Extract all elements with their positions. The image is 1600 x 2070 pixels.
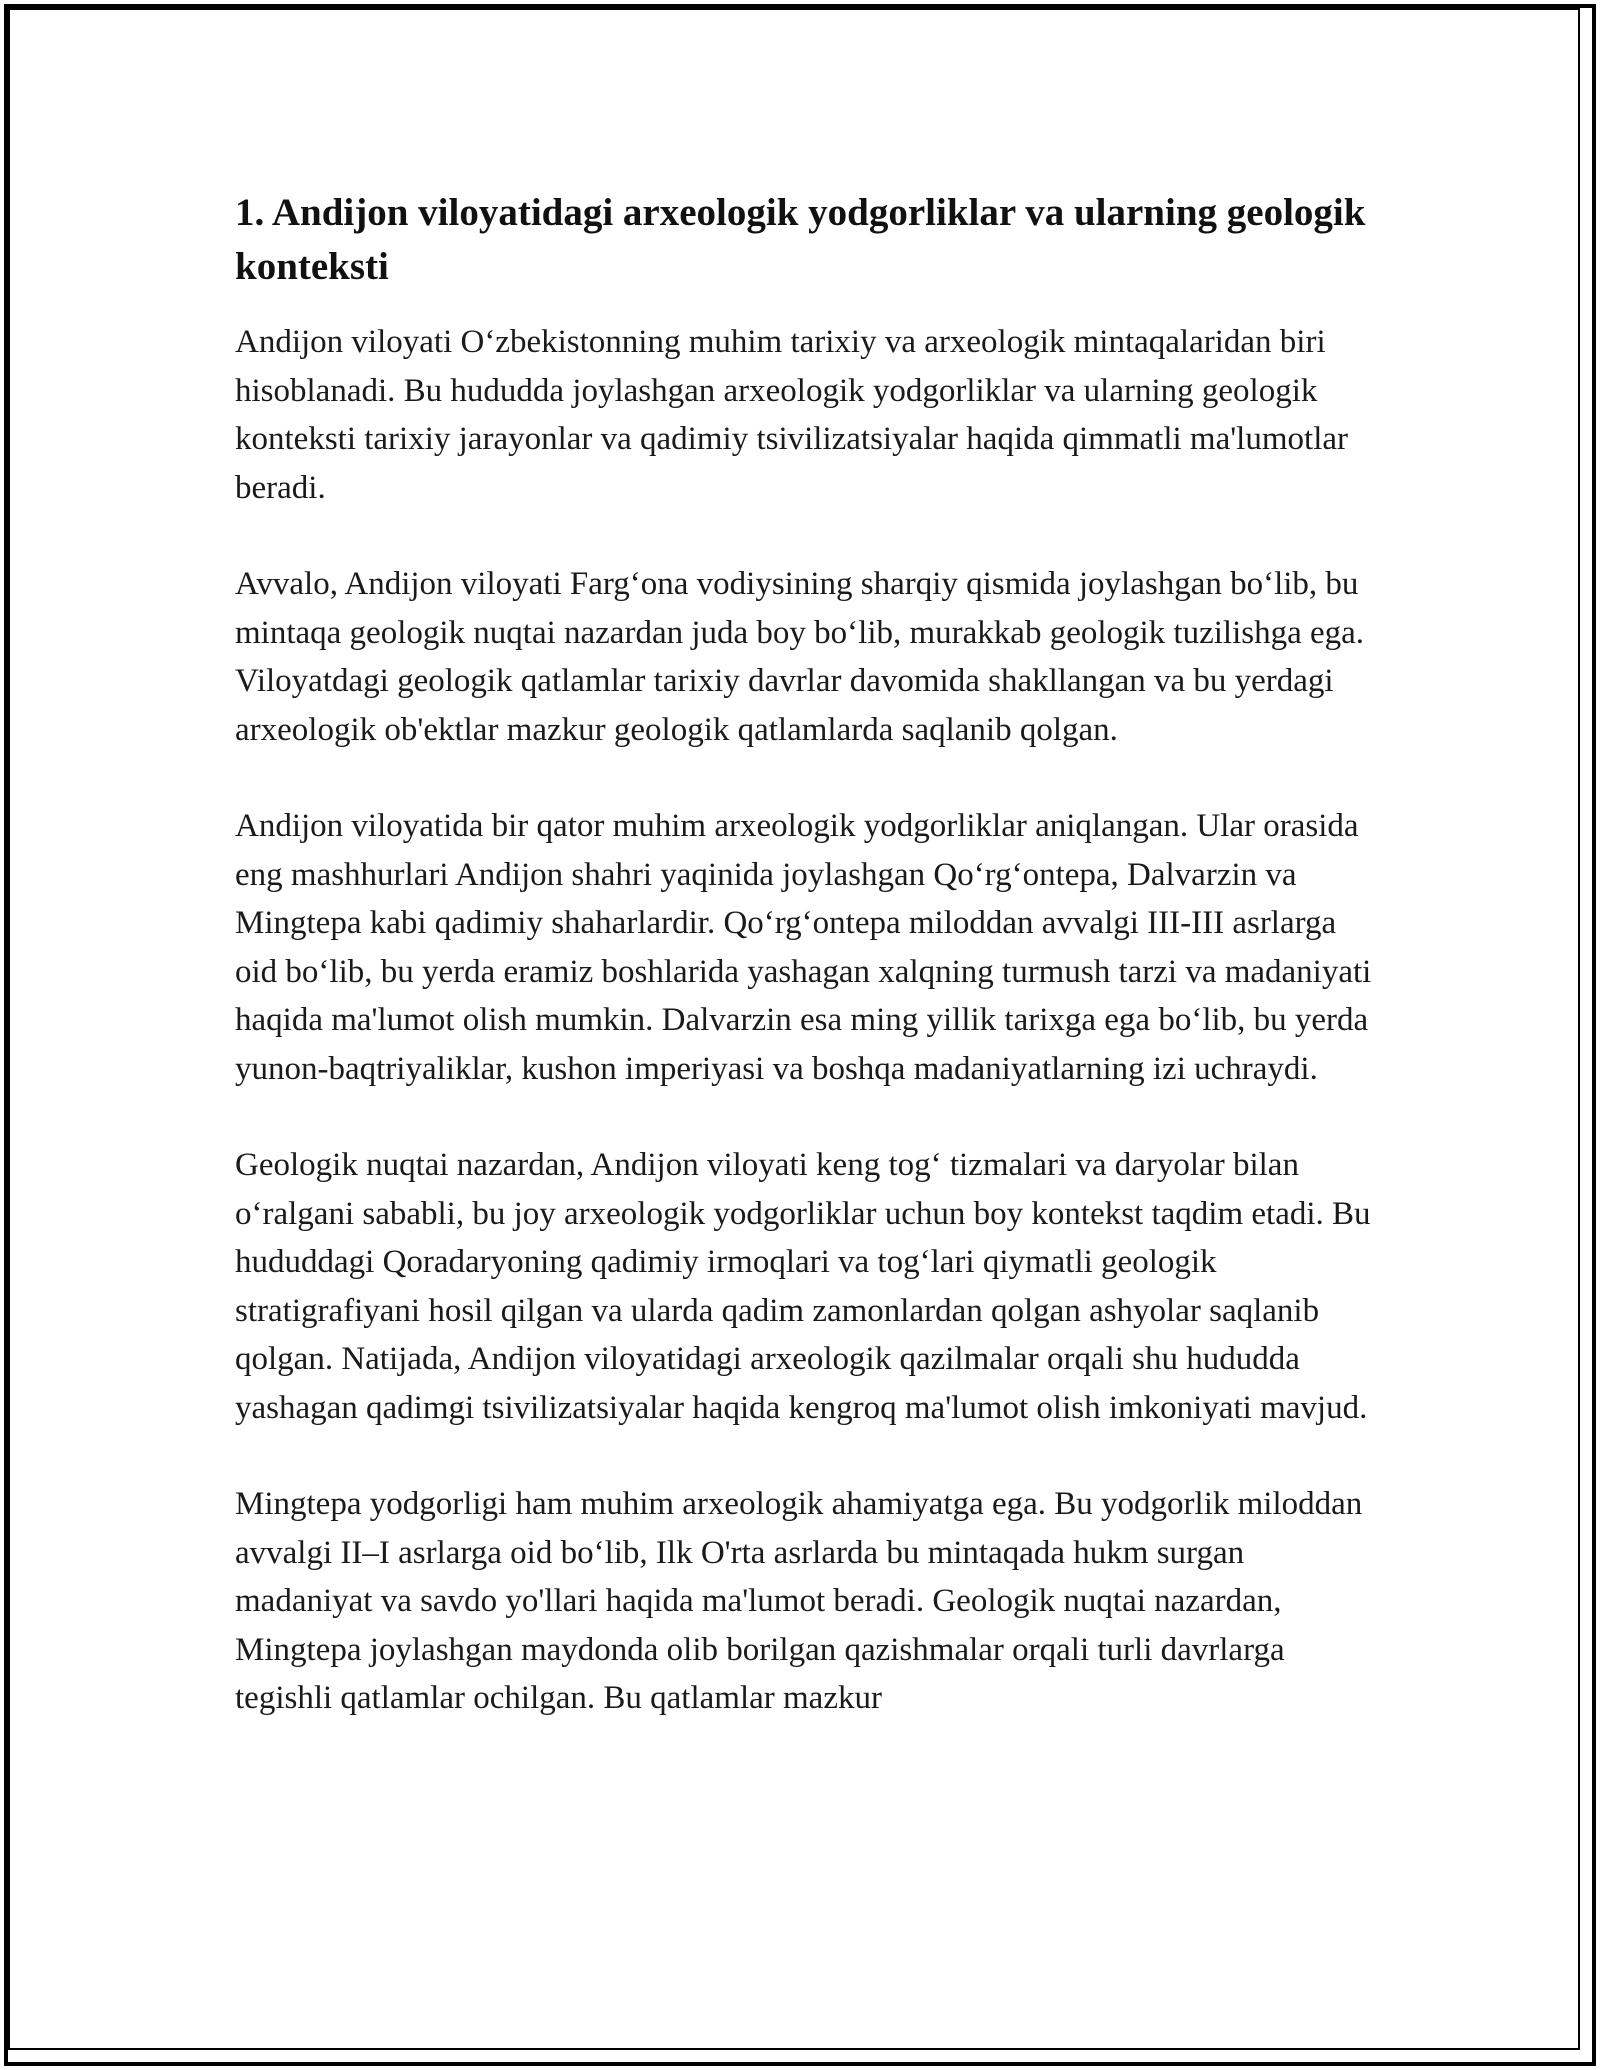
paragraph-geological-context: Geologik nuqtai nazardan, Andijon viloyati keng tog‘ tizmalari va daryolar bilan o‘ralgani sababli, bu joy arxeologik yodgorliklar uchun boy kontekst taqdim etadi. Bu hududdagi Qoradaryoning qadimiy irmoqlari va tog‘lari qiymatli geologik stratigrafiyani hosil qilgan va ularda qadim zamonlardan qolgan ashyolar saqlanib qolgan. Natijada, Andijon viloyatidagi arxeologik qazilmalar orqali shu hududda yashagan qadimgi tsivilizatsiyalar haqida kengroq ma'lumot olish imkoniyati mavjud. — [235, 1147, 1371, 1426]
section-title: 1. Andijon viloyatidagi arxeologik yodgorliklar va ularning geologik konteksti — [235, 191, 1366, 288]
paragraph-monuments: Andijon viloyatida bir qator muhim arxeologik yodgorliklar aniqlangan. Ular orasida eng mashhurlari Andijon shahri yaqinida joylashgan Qo‘rg‘ontepa, Dalvarzin va Mingtepa kabi qadimiy shaharlardir. Qo‘rg‘ontepa miloddan avvalgi III-III asrlarga oid bo‘lib, bu yerda eramiz boshlarida yashagan xalqning turmush tarzi va madaniyati haqida ma'lumot olish mumkin. Dalvarzin esa ming yillik tarixga ega bo‘lib, bu yerda yunon-baqtriyaliklar, kushon imperiyasi va boshqa madaniyatlarning izi uchraydi. — [235, 808, 1372, 1087]
paragraph-geology-overview: Avvalo, Andijon viloyati Farg‘ona vodiysining sharqiy qismida joylashgan bo‘lib, bu mintaqa geologik nuqtai nazardan juda boy bo‘lib, murakkab geologik tuzilishga ega. Viloyatdagi geologik qatlamlar tarixiy davrlar davomida shakllangan va bu yerdagi arxeologik ob'ektlar mazkur geologik qatlamlarda saqlanib qolgan. — [235, 566, 1365, 748]
paragraph-intro: Andijon viloyati O‘zbekistonning muhim tarixiy va arxeologik mintaqalaridan biri hisoblanadi. Bu hududda joylashgan arxeologik yodgorliklar va ularning geologik konteksti tarixiy jarayonlar va qadimiy tsivilizatsiyalar haqida qimmatli ma'lumotlar beradi. — [235, 324, 1348, 506]
paragraph-mingtepa: Mingtepa yodgorligi ham muhim arxeologik ahamiyatga ega. Bu yodgorlik miloddan avvalgi II–I asrlarga oid bo‘lib, Ilk O'rta asrlarda bu mintaqada hukm surgan madaniyat va savdo yo'llari haqida ma'lumot beradi. Geologik nuqtai nazardan, Mingtepa joylashgan maydonda olib borilgan qazishmalar orqali turli davrlarga tegishli qatlamlar ochilgan. Bu qatlamlar mazkur — [235, 1486, 1363, 1716]
document-body — [235, 186, 1375, 1723]
